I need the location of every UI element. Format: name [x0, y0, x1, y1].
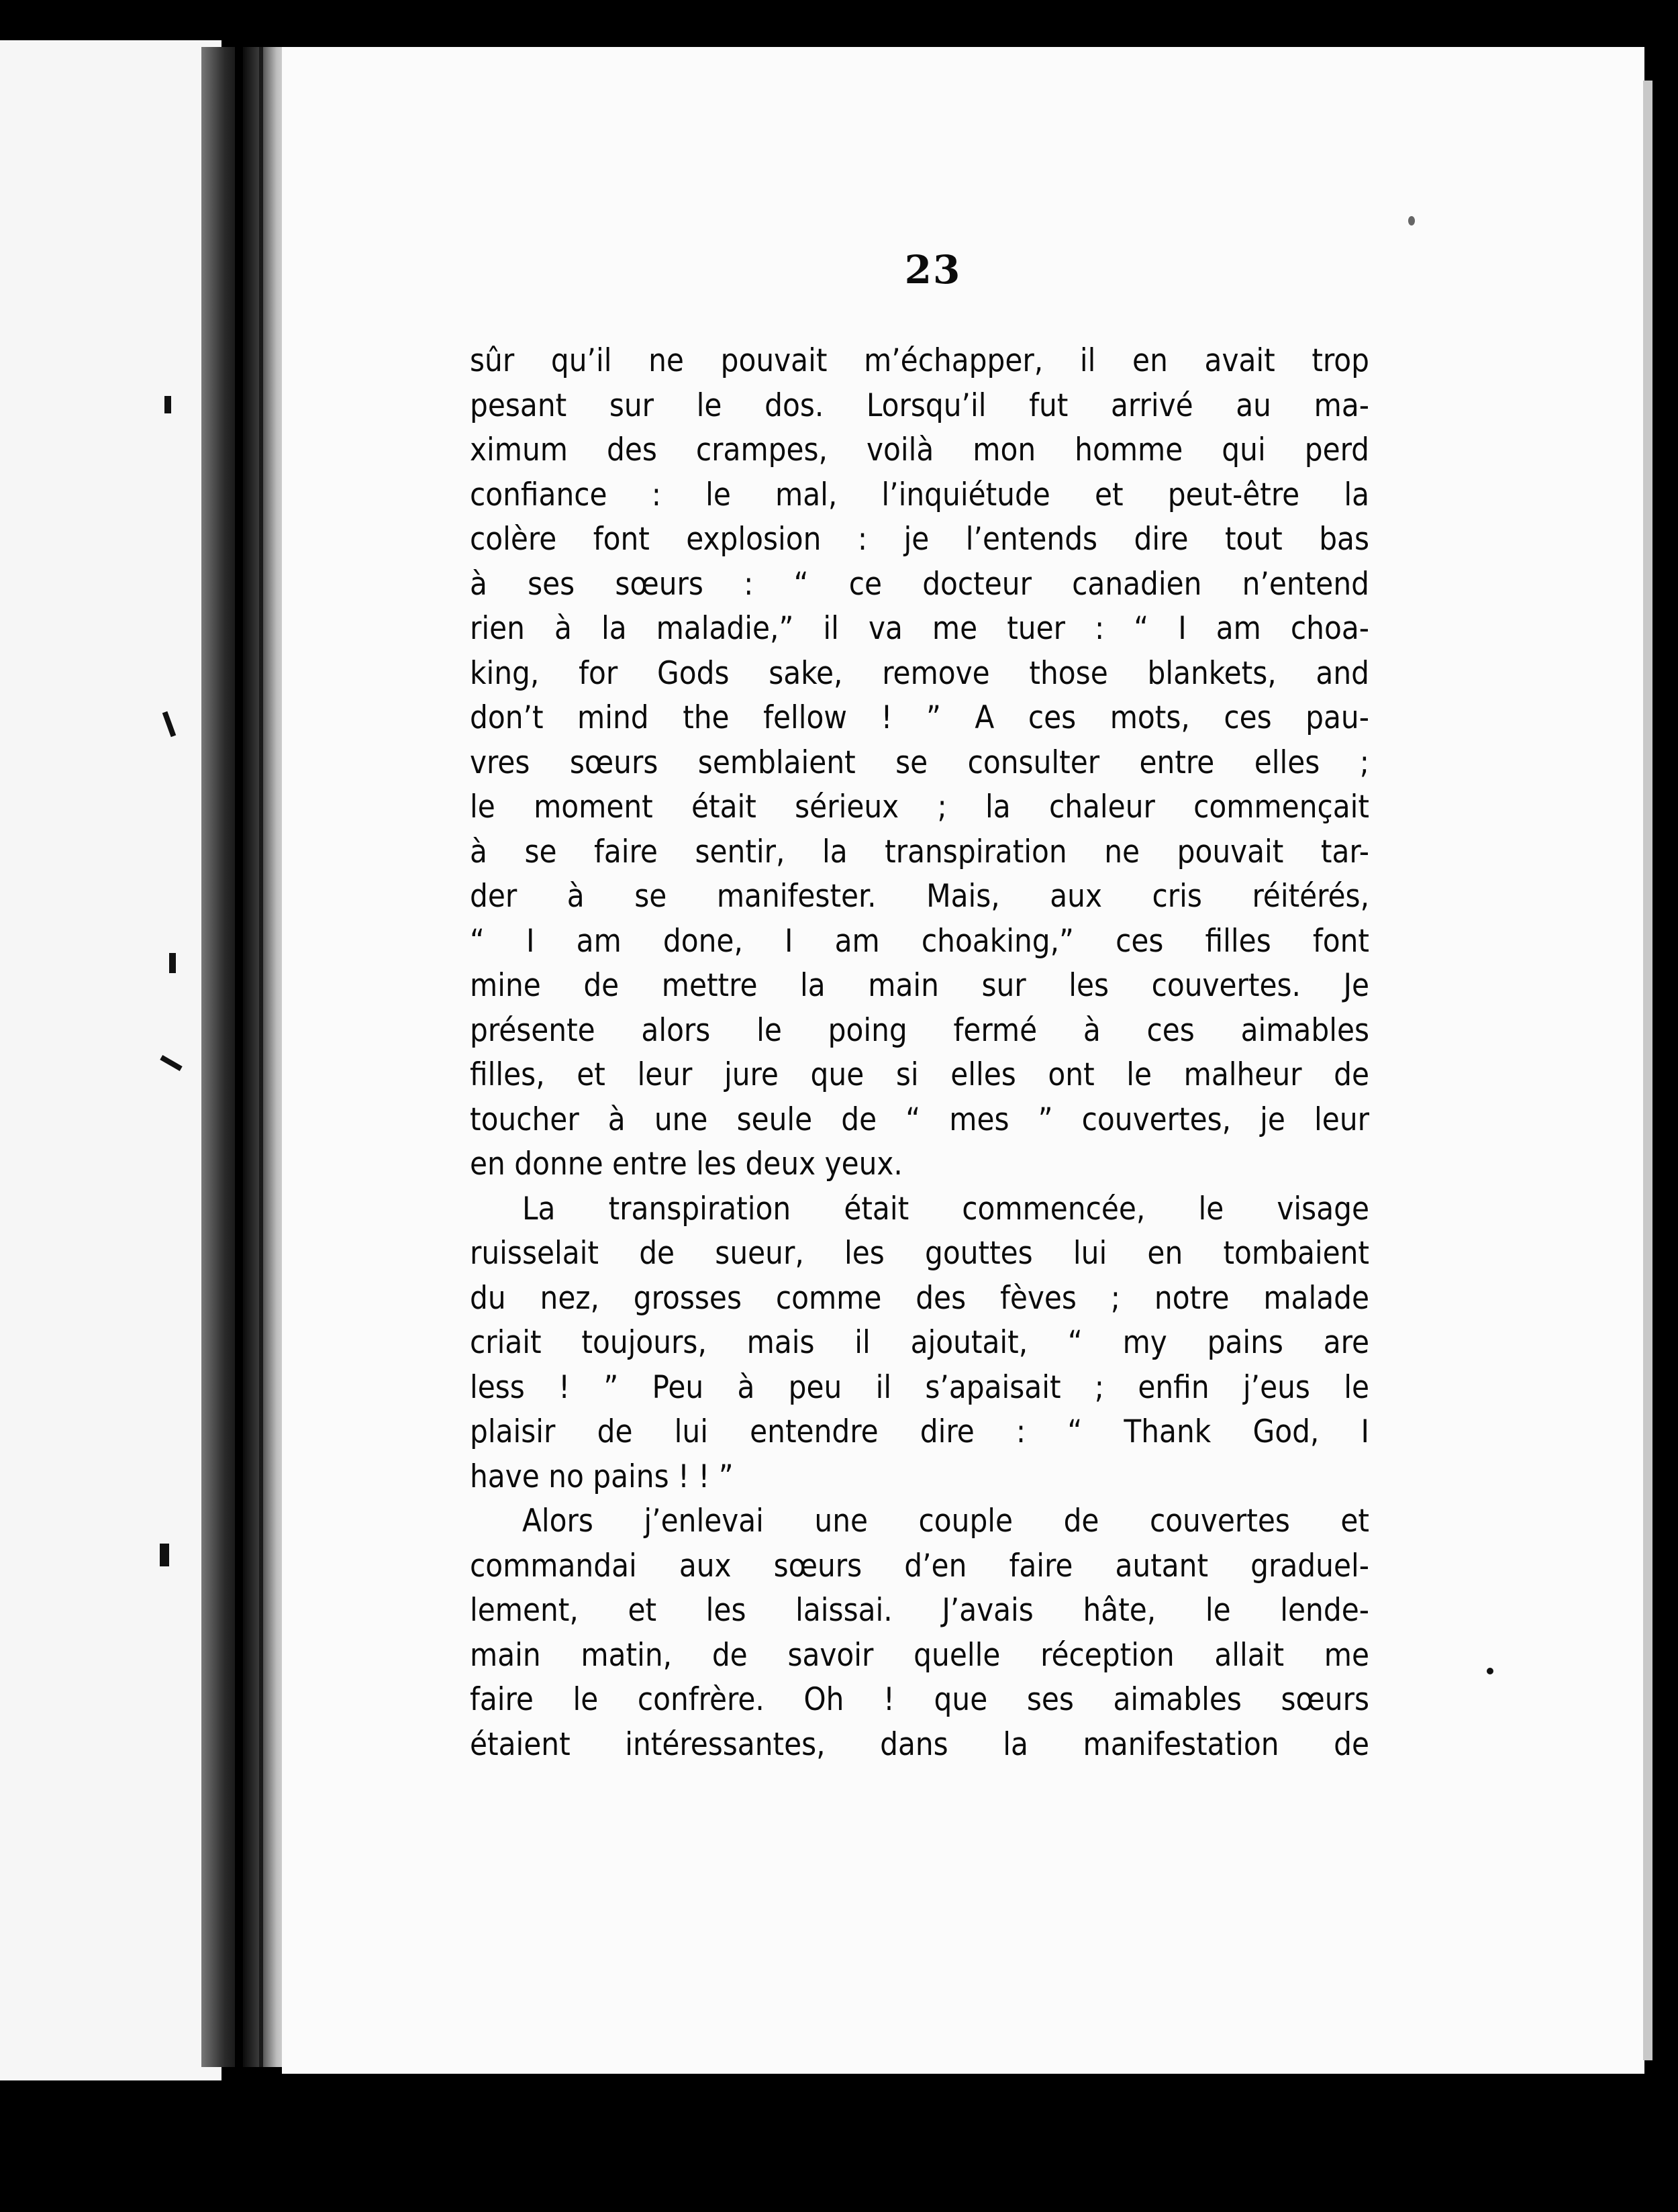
text-line: à ses sœurs : “ ce docteur canadien n’entend: [470, 565, 1369, 603]
text-line: pesant sur le dos. Lorsqu’il fut arrivé au ma-: [470, 387, 1369, 424]
book-binding-gutter: [201, 47, 295, 2067]
text-line: le moment était sérieux ; la chaleur commençait: [470, 789, 1369, 825]
text-line: don’t mind the fellow ! ” A ces mots, ces pau-: [470, 699, 1369, 736]
text-line: en donne entre les deux yeux.: [470, 1146, 903, 1183]
text-line: der à se manifester. Mais, aux cris réitérés,: [470, 878, 1369, 915]
text-line: présente alors le poing fermé à ces aimables: [470, 1011, 1369, 1049]
text-line: faire le confrère. Oh ! que ses aimables sœurs: [470, 1681, 1369, 1718]
paper-speck: [1408, 216, 1415, 225]
text-line: sûr qu’il ne pouvait m’échapper, il en avait trop: [470, 342, 1369, 379]
page-edge: [1643, 81, 1652, 2060]
text-line: toucher à une seule de “ mes ” couvertes, je leur: [470, 1101, 1369, 1138]
text-line: lement, et les laissai. J’avais hâte, le lende-: [470, 1592, 1369, 1629]
text-line: king, for Gods sake, remove those blankets, and: [470, 654, 1369, 692]
page-number: 23: [904, 247, 962, 293]
text-line: criait toujours, mais il ajoutait, “ my pains are: [470, 1324, 1369, 1361]
text-line: du nez, grosses comme des fèves ; notre malade: [470, 1279, 1369, 1317]
text-line: confiance : le mal, l’inquiétude et peut-être la: [470, 476, 1369, 513]
body-text: [470, 339, 1369, 1767]
text-line: mine de mettre la main sur les couvertes. Je: [470, 967, 1369, 1004]
text-line: rien à la maladie,” il va me tuer : “ I am choa-: [470, 610, 1369, 647]
binding-mark: [169, 953, 176, 973]
binding-shadow: [259, 47, 263, 2067]
facing-page-edge: [0, 40, 221, 2080]
text-line: ruisselait de sueur, les gouttes lui en tombaient: [470, 1235, 1369, 1272]
text-line: La transpiration était commencée, le visage: [522, 1190, 1369, 1227]
text-line: Alors j’enlevai une couple de couvertes et: [522, 1503, 1369, 1540]
text-line: plaisir de lui entendre dire : “ Thank God, I: [470, 1413, 1369, 1450]
text-line: “ I am done, I am choaking,” ces filles font: [470, 922, 1369, 960]
text-line: à se faire sentir, la transpiration ne pouvait tar-: [470, 833, 1369, 870]
text-line: vres sœurs semblaient se consulter entre elles ;: [470, 744, 1369, 781]
text-line: filles, et leur jure que si elles ont le malheur de: [470, 1056, 1369, 1093]
text-line: main matin, de savoir quelle réception allait me: [470, 1636, 1369, 1674]
text-line: have no pains ! ! ”: [470, 1458, 734, 1495]
text-line: ximum des crampes, voilà mon homme qui perd: [470, 432, 1369, 468]
text-line: less ! ” Peu à peu il s’apaisait ; enfin j’eus le: [470, 1368, 1369, 1406]
binding-mark: [160, 1544, 169, 1566]
text-line: étaient intéressantes, dans la manifestation de: [470, 1725, 1369, 1763]
paper-speck: [1487, 1668, 1493, 1674]
text-line: commandai aux sœurs d’en faire autant graduel-: [470, 1547, 1369, 1585]
text-line: colère font explosion : je l’entends dire tout bas: [470, 521, 1369, 558]
binding-mark: [164, 396, 171, 413]
binding-shadow: [235, 47, 243, 2067]
